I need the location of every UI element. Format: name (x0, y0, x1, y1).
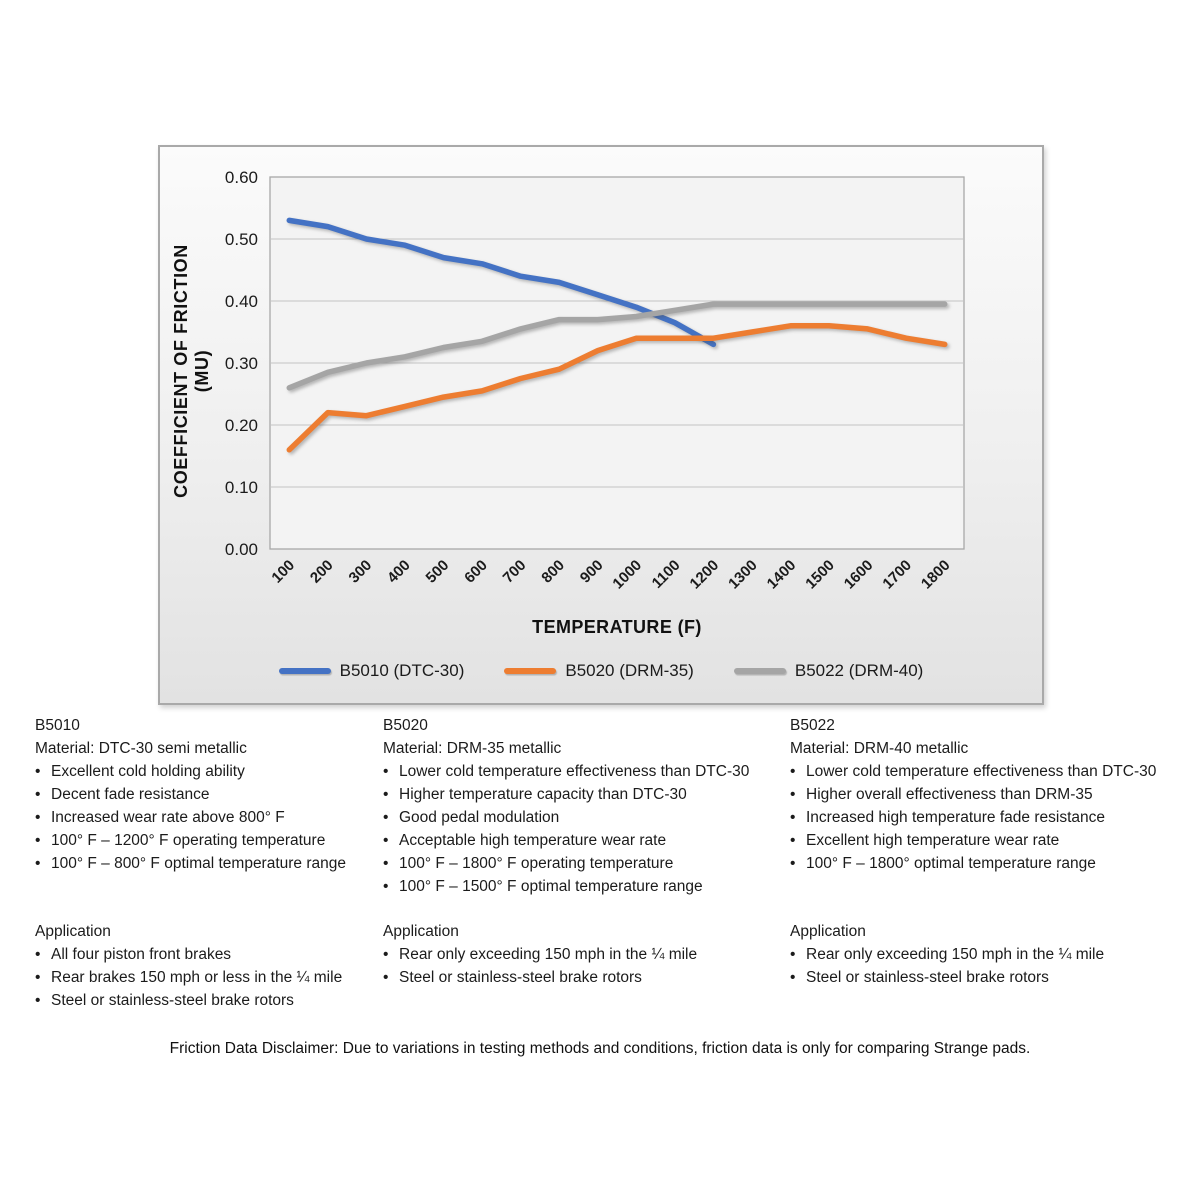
pad-material: Material: DRM-35 metallic (383, 740, 562, 757)
x-tick-label: 500 (422, 556, 453, 587)
bullet-item: • Steel or stainless-steel brake rotors (790, 969, 1049, 986)
application-header: Application (383, 923, 459, 940)
y-tick-label: 0.30 (224, 354, 258, 373)
legend-line-swatch-gray (734, 668, 786, 674)
chart-legend (160, 661, 1042, 681)
legend-item-b5020 (504, 661, 694, 681)
legend-item-b5022 (734, 661, 924, 681)
legend-item-b5010 (279, 661, 465, 681)
x-tick-label: 400 (384, 556, 414, 587)
bullet-item: • Lower cold temperature effectiveness than DTC-30 (383, 763, 750, 780)
y-axis-title: COEFFICIENT OF FRICTION (MU) (171, 244, 212, 498)
bullet-item: • Decent fade resistance (35, 786, 210, 803)
pad-material: Material: DRM-40 metallic (790, 740, 969, 757)
bullet-item: • Excellent cold holding ability (35, 763, 245, 780)
pad-feature-list (35, 760, 381, 875)
pad-header: B5020 (383, 717, 428, 734)
x-tick-label: 1600 (840, 556, 877, 593)
y-tick-label: 0.60 (224, 168, 258, 187)
pad-material: Material: DTC-30 semi metallic (35, 740, 247, 757)
bullet-item: • Rear brakes 150 mph or less in the ¼ mile (35, 969, 343, 986)
application-block (790, 920, 1192, 989)
legend-line-swatch-orange (504, 668, 556, 674)
pad-column-b5010 (35, 714, 381, 1014)
legend-line-swatch-blue (279, 668, 331, 674)
x-tick-label: 800 (538, 556, 568, 587)
pad-column-b5020 (383, 714, 785, 1014)
friction-data-disclaimer: Friction Data Disclaimer: Due to variations in testing methods and conditions, friction data is only for comparing Strange pads. (169, 1040, 1031, 1057)
pad-feature-list (790, 760, 1192, 875)
bullet-item: • 100° F – 1800° F operating temperature (383, 855, 674, 872)
bullet-item: • 100° F – 1200° F operating temperature (35, 832, 326, 849)
x-tick-label: 1000 (609, 556, 646, 593)
bullet-item: • 100° F – 800° F optimal temperature range (35, 855, 346, 872)
bullet-item: • All four piston front brakes (35, 946, 232, 963)
x-tick-label: 600 (461, 556, 491, 587)
bullet-item: • Acceptable high temperature wear rate (383, 832, 667, 849)
legend-label: B5010 (DTC-30) (339, 661, 465, 680)
bullet-item: • Lower cold temperature effectiveness than DTC-30 (790, 763, 1157, 780)
application-list (790, 943, 1192, 989)
bullet-item: • Good pedal modulation (383, 809, 560, 826)
bullet-item: • 100° F – 1800° optimal temperature range (790, 855, 1096, 872)
x-tick-label: 1200 (686, 556, 723, 593)
pad-header: B5022 (790, 717, 835, 734)
x-tick-label: 1500 (802, 556, 838, 593)
application-block (383, 920, 785, 989)
y-tick-label: 0.40 (224, 292, 258, 311)
x-tick-label: 900 (576, 556, 607, 587)
application-block (35, 920, 381, 1012)
bullet-item: • Excellent high temperature wear rate (790, 832, 1060, 849)
x-tick-label: 1100 (648, 556, 684, 592)
x-tick-label: 1700 (879, 556, 915, 593)
application-header: Application (35, 923, 111, 940)
application-list (35, 943, 381, 1012)
x-tick-label: 100 (268, 556, 299, 587)
x-tick-label: 1800 (917, 556, 954, 593)
legend-label: B5020 (DRM-35) (565, 661, 694, 680)
bullet-item: • Rear only exceeding 150 mph in the ¼ mile (790, 946, 1105, 963)
pad-feature-list (383, 760, 785, 898)
y-tick-label: 0.20 (224, 416, 258, 435)
bullet-item: • 100° F – 1500° F optimal temperature range (383, 878, 703, 895)
pad-column-b5022 (790, 714, 1192, 1014)
x-tick-label: 700 (499, 556, 530, 587)
application-header: Application (790, 923, 866, 940)
bullet-item: • Steel or stainless-steel brake rotors (383, 969, 642, 986)
x-axis-title: TEMPERATURE (F) (532, 617, 702, 637)
bullet-item: • Higher overall effectiveness than DRM-35 (790, 786, 1093, 803)
bullet-item: • Steel or stainless-steel brake rotors (35, 992, 294, 1009)
x-tick-label: 300 (345, 556, 376, 587)
x-tick-label: 200 (306, 556, 337, 587)
x-tick-label: 1300 (725, 556, 761, 593)
legend-label: B5022 (DRM-40) (794, 661, 924, 680)
y-tick-label: 0.50 (224, 230, 258, 249)
y-tick-label: 0.00 (224, 540, 258, 559)
pad-header: B5010 (35, 717, 80, 734)
x-tick-label: 1400 (763, 556, 800, 593)
bullet-item: • Rear only exceeding 150 mph in the ¼ mile (383, 946, 698, 963)
bullet-item: • Increased high temperature fade resistance (790, 809, 1105, 826)
friction-chart-card (158, 145, 1044, 705)
y-tick-label: 0.10 (224, 478, 258, 497)
bullet-item: • Increased wear rate above 800° F (35, 809, 285, 826)
bullet-item: • Higher temperature capacity than DTC-30 (383, 786, 687, 803)
application-list (383, 943, 785, 989)
